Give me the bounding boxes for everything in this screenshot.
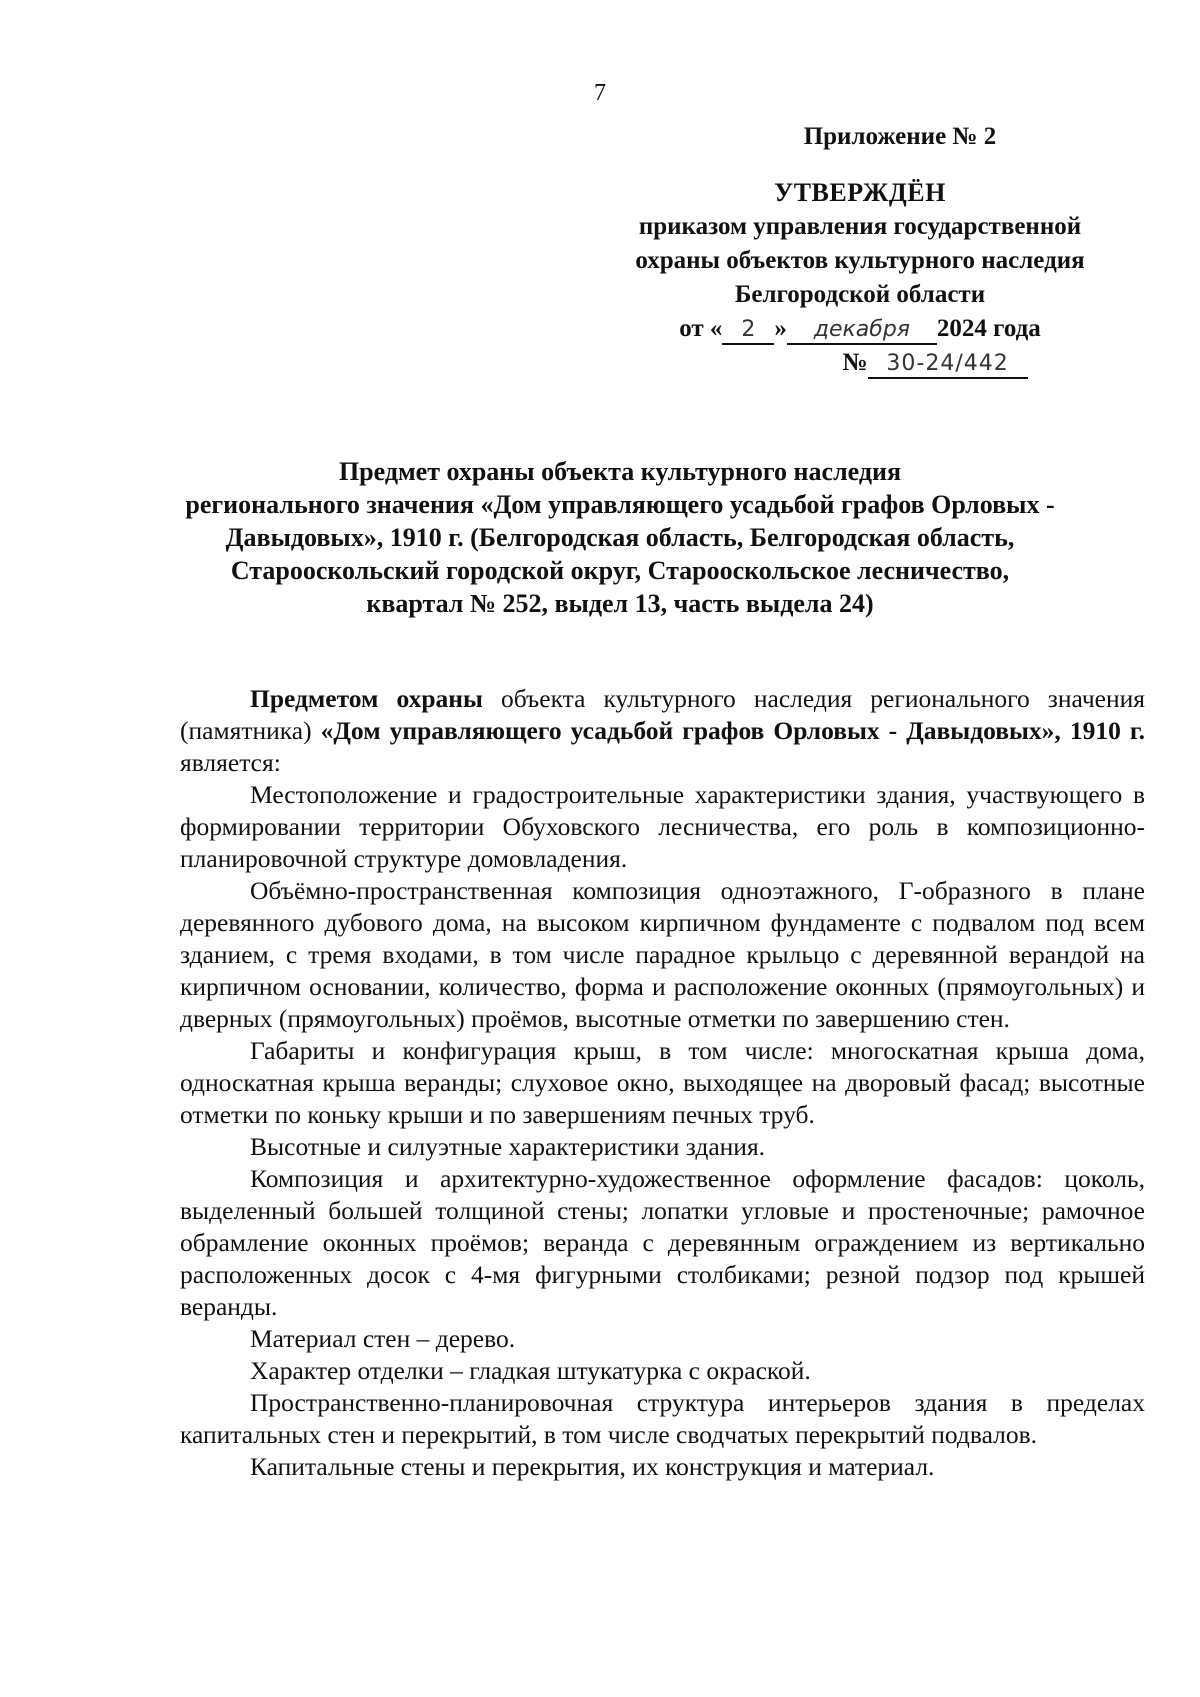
handwritten-order-number: 30-24/442 [868, 351, 1028, 379]
intro-text: объекта культурного наследия регионального значения (памятника) [180, 684, 1145, 745]
approval-line: приказом управления государственной [638, 213, 1082, 240]
body-paragraph: Местоположение и градостроительные характеристики здания, участвующего в формировании территории Обуховского лесничества, его роль в композиционно-планировочной структуре домовладения. [180, 780, 1145, 873]
title-line: Давыдовых», 1910 г. (Белгородская область, Белгородская область, [225, 523, 1015, 552]
handwritten-day: 2 [722, 317, 774, 345]
page-number: 7 [594, 80, 606, 106]
appendix-label: Приложение № 2 [803, 123, 997, 150]
body-paragraph: Высотные и силуэтные характеристики здания. [250, 1132, 766, 1161]
body-paragraph: Объёмно-пространственная композиция одноэтажного, Г-образного в плане деревянного дубового дома, на высоком кирпичном фундаменте с подвалом под всем зданием, с тремя входами, в том числе парадное крыльцо с деревянной верандой на кирпичном основании, количество, форма и расположение оконных (прямоугольных) и дверных (прямоугольных) проёмов, высотные отметки по завершению стен. [180, 876, 1145, 1033]
date-year: 2024 года [936, 315, 1041, 342]
approval-block [560, 120, 1160, 380]
date-prefix: от « [679, 315, 723, 342]
intro-bold-lead: Предметом охраны [250, 684, 483, 713]
approval-line: Белгородской области [734, 281, 986, 308]
handwritten-month: декабря [787, 317, 937, 345]
subject-title [150, 455, 1090, 620]
order-number-line [560, 346, 1160, 380]
document-body [180, 683, 1145, 1483]
body-paragraph: Габариты и конфигурация крыш, в том числе: многоскатная крыша дома, односкатная крыша веранды; слуховое окно, выходящее на дворовый фасад; высотные отметки по коньку крыши и по завершениям печных труб. [180, 1036, 1145, 1129]
approval-line: охраны объектов культурного наследия [635, 247, 1085, 274]
body-paragraph: Капитальные стены и перекрытия, их конструкция и материал. [250, 1452, 935, 1481]
title-line: регионального значения «Дом управляющего усадьбой графов Орловых - [185, 490, 1055, 519]
number-prefix: № [842, 349, 868, 376]
approved-heading: УТВЕРЖДЁН [774, 178, 946, 207]
body-paragraph: Композиция и архитектурно-художественное оформление фасадов: цоколь, выделенный большей толщиной стены; лопатки угловые и простеночные; рамочное обрамление оконных проёмов; веранда с деревянным ограждением из вертикально расположенных досок с 4-мя фигурными столбиками; резной подзор под крышей веранды. [180, 1164, 1145, 1321]
date-separator: » [774, 315, 787, 342]
body-paragraph: Пространственно-планировочная структура интерьеров здания в пределах капитальных стен и перекрытий, в том числе сводчатых перекрытий подвалов. [180, 1388, 1145, 1449]
title-line: квартал № 252, выдел 13, часть выдела 24) [366, 589, 874, 618]
intro-text-end: является: [180, 748, 281, 777]
title-line: Старооскольский городской округ, Старооскольское лесничество, [230, 556, 1010, 585]
order-date-line [560, 312, 1160, 346]
intro-object-name: «Дом управляющего усадьбой графов Орловых - Давыдовых», 1910 г. [320, 716, 1145, 745]
intro-paragraph [180, 683, 1145, 779]
body-paragraph: Характер отделки – гладкая штукатурка с окраской. [250, 1356, 811, 1385]
title-line: Предмет охраны объекта культурного наследия [338, 457, 902, 486]
body-paragraph: Материал стен – дерево. [250, 1324, 516, 1353]
